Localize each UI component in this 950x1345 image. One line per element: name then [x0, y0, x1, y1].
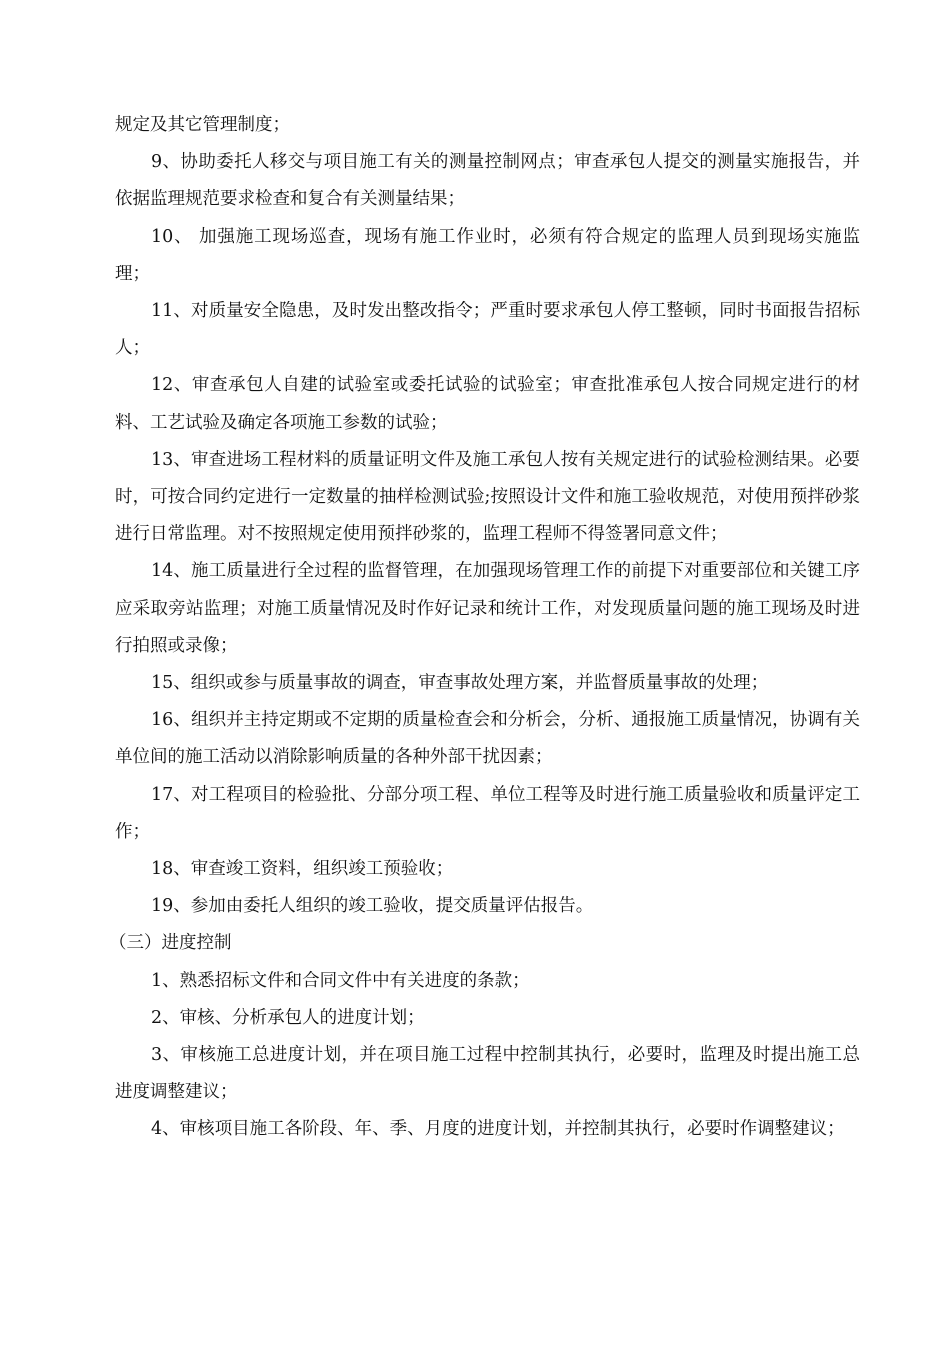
- paragraph-item-13: 13、审查进场工程材料的质量证明文件及施工承包人按有关规定进行的试验检测结果。必要时，可按合同约定进行一定数量的抽样检测试验;按照设计文件和施工验收规范，对使用预拌砂浆进行日常监理。对不按照规定使用预拌砂浆的，监理工程师不得签署同意文件；: [115, 449, 860, 545]
- paragraph-continuation: 规定及其它管理制度；: [115, 115, 290, 135]
- paragraph-item-11: 11、对质量安全隐患，及时发出整改指令；严重时要求承包人停工整顿，同时书面报告招标人；: [115, 301, 860, 359]
- paragraph-item-15: 15、组织或参与质量事故的调查，审查事故处理方案，并监督质量事故的处理；: [151, 673, 769, 694]
- paragraph-progress-3: 3、审核施工总进度计划，并在项目施工过程中控制其执行，必要时，监理及时提出施工总进度调整建议；: [115, 1045, 860, 1103]
- paragraph-item-17: 17、对工程项目的检验批、分部分项工程、单位工程等及时进行施工质量验收和质量评定工作；: [115, 784, 860, 842]
- paragraph-item-16: 16、组织并主持定期或不定期的质量检查会和分析会，分析、通报施工质量情况，协调有关单位间的施工活动以消除影响质量的各种外部干扰因素；: [115, 710, 860, 768]
- section-heading-progress-control: （三）进度控制: [109, 933, 232, 954]
- paragraph-progress-4: 4、审核项目施工各阶段、年、季、月度的进度计划，并控制其执行，必要时作调整建议；: [151, 1119, 845, 1140]
- paragraph-item-19: 19、参加由委托人组织的竣工验收，提交质量评估报告。: [151, 896, 594, 917]
- paragraph-progress-1: 1、熟悉招标文件和合同文件中有关进度的条款；: [151, 970, 530, 991]
- paragraph-item-18: 18、审查竣工资料，组织竣工预验收；: [151, 859, 454, 880]
- paragraph-item-10: 10、 加强施工现场巡查，现场有施工作业时，必须有符合规定的监理人员到现场实施监理；: [115, 226, 860, 284]
- paragraph-item-12: 12、审查承包人自建的试验室或委托试验的试验室；审查批准承包人按合同规定进行的材料、工艺试验及确定各项施工参数的试验；: [115, 375, 860, 433]
- paragraph-item-9: 9、协助委托人移交与项目施工有关的测量控制网点；审查承包人提交的测量实施报告，并依据监理规范要求检查和复合有关测量结果；: [115, 152, 860, 210]
- document-body: [109, 107, 860, 1149]
- paragraph-item-14: 14、施工质量进行全过程的监督管理，在加强现场管理工作的前提下对重要部位和关键工序应采取旁站监理；对施工质量情况及时作好记录和统计工作，对发现质量问题的施工现场及时进行拍照或录像；: [115, 561, 860, 656]
- paragraph-progress-2: 2、审核、分析承包人的进度计划；: [151, 1007, 425, 1028]
